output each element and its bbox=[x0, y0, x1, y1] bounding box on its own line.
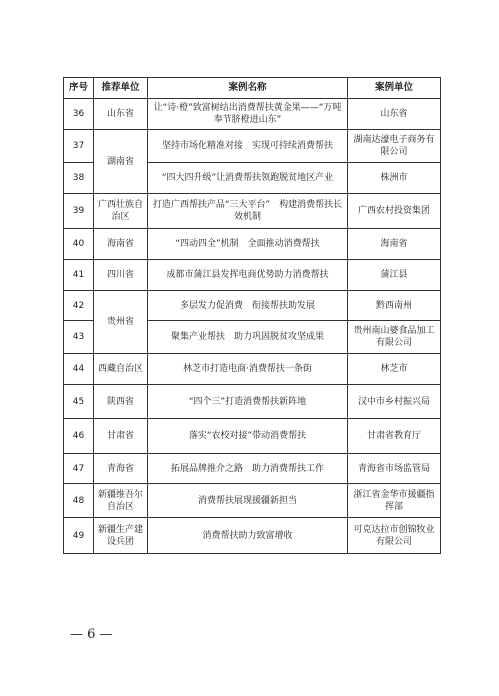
table-row bbox=[64, 229, 441, 260]
row-case-unit: 甘肃省教育厅 bbox=[348, 419, 441, 454]
row-no: 46 bbox=[64, 419, 94, 454]
table-row bbox=[64, 518, 441, 554]
row-case-name: 林芝市打造电商·消费帮扶一条街 bbox=[148, 354, 348, 385]
row-case-unit: 山东省 bbox=[348, 99, 441, 130]
row-unit: 广西壮族自治区 bbox=[94, 194, 148, 229]
row-case-name: 打造广西帮扶产品“三大平台” 构建消费帮扶长效机制 bbox=[148, 194, 348, 229]
row-case-name: 消费帮扶展现援疆新担当 bbox=[148, 484, 348, 518]
row-case-name: 多层发力促消费 衔接帮扶助发展 bbox=[148, 291, 348, 321]
row-case-unit: 株洲市 bbox=[348, 163, 441, 194]
row-case-unit: 广西农村投资集团 bbox=[348, 194, 441, 229]
row-case-name: 拓展品牌推介之路 助力消费帮扶工作 bbox=[148, 454, 348, 484]
row-no: 48 bbox=[64, 484, 94, 518]
table-row bbox=[64, 291, 441, 321]
row-unit: 甘肃省 bbox=[94, 419, 148, 454]
row-case-unit: 黔西南州 bbox=[348, 291, 441, 321]
table-row bbox=[64, 454, 441, 484]
row-unit: 四川省 bbox=[94, 260, 148, 291]
row-no: 43 bbox=[64, 321, 94, 354]
table-row bbox=[64, 484, 441, 518]
row-case-name: “四大四升级”让消费帮扶领跑脱贫地区产业 bbox=[148, 163, 348, 194]
row-case-unit: 青海省市场监管局 bbox=[348, 454, 441, 484]
row-case-unit: 海南省 bbox=[348, 229, 441, 260]
header-case-name: 案例名称 bbox=[148, 78, 348, 99]
table-row bbox=[64, 194, 441, 229]
row-unit: 陕西省 bbox=[94, 385, 148, 419]
row-case-name: 聚集产业帮扶 助力巩固脱贫攻坚成果 bbox=[148, 321, 348, 354]
row-no: 49 bbox=[64, 518, 94, 554]
row-case-name: 让“诗·橙”致富树结出消费帮扶黄金果——“万吨奉节脐橙进山东” bbox=[148, 99, 348, 130]
row-case-unit: 蒲江县 bbox=[348, 260, 441, 291]
row-no: 41 bbox=[64, 260, 94, 291]
row-unit: 贵州省 bbox=[94, 291, 148, 354]
table-header-row bbox=[64, 78, 441, 99]
table-row bbox=[64, 260, 441, 291]
row-no: 47 bbox=[64, 454, 94, 484]
row-case-unit: 湖南达濠电子商务有限公司 bbox=[348, 130, 441, 163]
header-no: 序号 bbox=[64, 78, 94, 99]
row-case-unit: 林芝市 bbox=[348, 354, 441, 385]
header-recommending-unit: 推荐单位 bbox=[94, 78, 148, 99]
case-table bbox=[63, 77, 441, 554]
page-number: — 6 — bbox=[70, 627, 113, 642]
row-case-unit: 可克达拉市创锦牧业有限公司 bbox=[348, 518, 441, 554]
row-unit: 湖南省 bbox=[94, 130, 148, 194]
row-no: 44 bbox=[64, 354, 94, 385]
row-no: 42 bbox=[64, 291, 94, 321]
row-no: 40 bbox=[64, 229, 94, 260]
table-row bbox=[64, 354, 441, 385]
row-case-unit: 汉中市乡村振兴局 bbox=[348, 385, 441, 419]
row-no: 36 bbox=[64, 99, 94, 130]
row-case-name: 落实“农校对接”带动消费帮扶 bbox=[148, 419, 348, 454]
row-unit: 海南省 bbox=[94, 229, 148, 260]
row-no: 37 bbox=[64, 130, 94, 163]
row-no: 45 bbox=[64, 385, 94, 419]
row-case-name: “四动四全”机制 全面推动消费帮扶 bbox=[148, 229, 348, 260]
row-unit: 新疆生产建设兵团 bbox=[94, 518, 148, 554]
row-case-name: 消费帮扶助力致富增收 bbox=[148, 518, 348, 554]
row-unit: 山东省 bbox=[94, 99, 148, 130]
table-row bbox=[64, 419, 441, 454]
header-case-unit: 案例单位 bbox=[348, 78, 441, 99]
table-row bbox=[64, 130, 441, 163]
row-case-name: 成都市蒲江县发挥电商优势助力消费帮扶 bbox=[148, 260, 348, 291]
row-case-unit: 浙江省金华市援疆指挥部 bbox=[348, 484, 441, 518]
row-case-unit: 贵州南山婆食品加工有限公司 bbox=[348, 321, 441, 354]
row-unit: 西藏自治区 bbox=[94, 354, 148, 385]
table-row bbox=[64, 385, 441, 419]
row-no: 39 bbox=[64, 194, 94, 229]
row-unit: 新疆维吾尔自治区 bbox=[94, 484, 148, 518]
row-case-name: “四个三”打造消费帮扶新阵地 bbox=[148, 385, 348, 419]
row-unit: 青海省 bbox=[94, 454, 148, 484]
row-case-name: 坚持市场化精准对接 实现可持续消费帮扶 bbox=[148, 130, 348, 163]
row-no: 38 bbox=[64, 163, 94, 194]
table-row bbox=[64, 99, 441, 130]
